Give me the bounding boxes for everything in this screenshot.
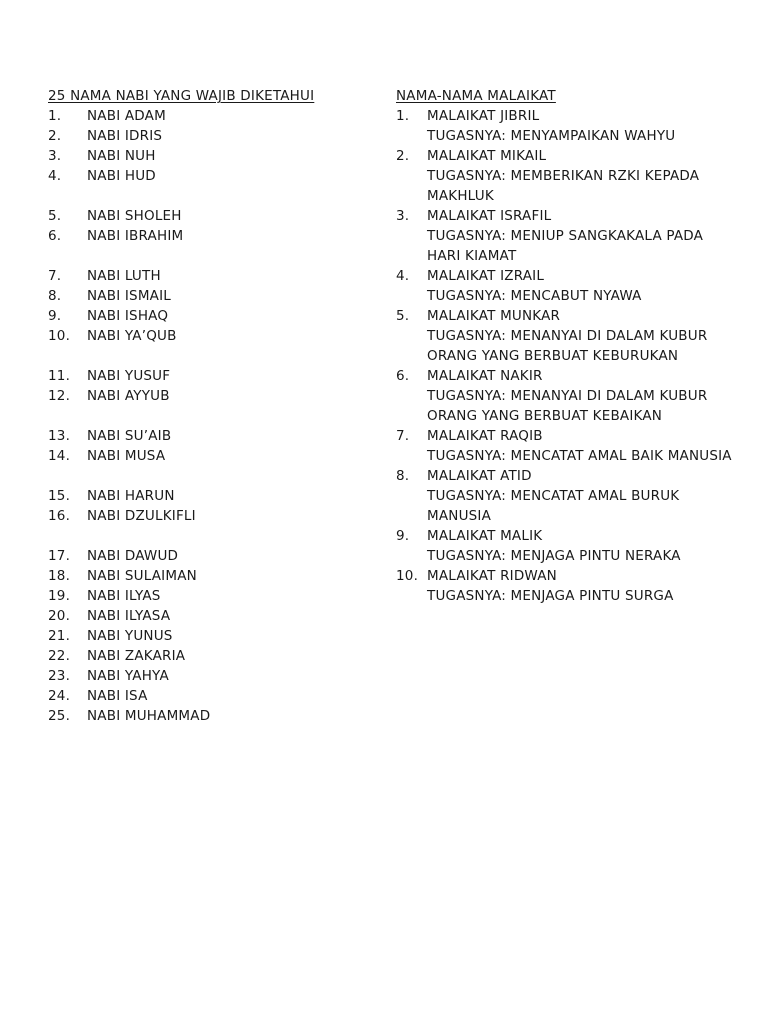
list-item-text: MALAIKAT JIBRIL (427, 108, 540, 124)
list-item (48, 226, 378, 246)
list-item-number: 19. (48, 588, 71, 604)
list-item-number: 8. (396, 468, 410, 484)
list-item-number: 11. (48, 368, 71, 384)
list-item-text: MALAIKAT MALIK (427, 528, 543, 544)
list-item-number: 9. (48, 308, 62, 324)
list-item (48, 446, 378, 466)
list-item-text: MALAIKAT ISRAFIL (427, 208, 552, 224)
list-item (48, 266, 378, 286)
list-item-text: NABI ILYAS (87, 588, 161, 604)
list-item (48, 686, 378, 706)
list-item-number: 6. (48, 228, 62, 244)
list-item-text: NABI ISHAQ (87, 308, 169, 324)
list-item-text: MALAIKAT RIDWAN (427, 568, 557, 584)
list-item (48, 606, 378, 626)
list-item (48, 366, 378, 386)
list-item-number: 5. (48, 208, 62, 224)
list-item (396, 206, 736, 226)
list-item-number: 4. (48, 168, 62, 184)
list-item-number: 18. (48, 568, 71, 584)
list-item-text: NABI ISA (87, 688, 148, 704)
list-item-number: 25. (48, 708, 71, 724)
list-item (48, 506, 378, 526)
list-item-description: TUGASNYA: MENIUP SANGKAKALA PADA HARI KIAMAT (427, 228, 704, 264)
list-item (48, 426, 378, 446)
list-item-text: NABI MUHAMMAD (87, 708, 211, 724)
list-item-text: NABI ISMAIL (87, 288, 172, 304)
list-item-text: NABI NUH (87, 148, 156, 164)
list-item (48, 386, 378, 406)
list-item-text: NABI ILYASA (87, 608, 171, 624)
list-item-number: 8. (48, 288, 62, 304)
list-item-description: TUGASNYA: MENCATAT AMAL BURUK MANUSIA (427, 488, 680, 524)
list-item (48, 646, 378, 666)
list-item-description: TUGASNYA: MENJAGA PINTU NERAKA (427, 548, 681, 564)
list-item-text: MALAIKAT NAKIR (427, 368, 543, 384)
list-item-text: NABI IDRIS (87, 128, 163, 144)
list-item (48, 326, 378, 346)
list-item-number: 1. (396, 108, 410, 124)
list-item-number: 21. (48, 628, 71, 644)
list-item-description: TUGASNYA: MENCATAT AMAL BAIK MANUSIA (427, 448, 732, 464)
nabi-list-section (48, 86, 378, 726)
list-item-description: TUGASNYA: MENYAMPAIKAN WAHYU (427, 128, 676, 144)
list-item-text: NABI IBRAHIM (87, 228, 184, 244)
list-item-text: NABI YA’QUB (87, 328, 177, 344)
list-item-number: 5. (396, 308, 410, 324)
list-item-number: 10. (396, 568, 419, 584)
list-item-number: 24. (48, 688, 71, 704)
list-item-text: NABI DZULKIFLI (87, 508, 196, 524)
list-item-text: MALAIKAT MIKAIL (427, 148, 547, 164)
list-item (48, 666, 378, 686)
list-item (48, 106, 378, 126)
list-item-description: TUGASNYA: MENCABUT NYAWA (427, 288, 642, 304)
list-item-number: 14. (48, 448, 71, 464)
list-item-text: MALAIKAT ATID (427, 468, 532, 484)
list-item (48, 566, 378, 586)
list-item (48, 486, 378, 506)
list-item-number: 16. (48, 508, 71, 524)
list-item-text: NABI SULAIMAN (87, 568, 197, 584)
list-item (48, 306, 378, 326)
list-item-number: 17. (48, 548, 71, 564)
list-item (396, 146, 736, 166)
list-item-description: TUGASNYA: MENANYAI DI DALAM KUBUR ORANG YANG BERBUAT KEBAIKAN (427, 388, 708, 424)
list-item-text: NABI ZAKARIA (87, 648, 186, 664)
list-item (396, 466, 736, 486)
list-item-number: 13. (48, 428, 71, 444)
list-item-description: TUGASNYA: MENANYAI DI DALAM KUBUR ORANG YANG BERBUAT KEBURUKAN (427, 328, 708, 364)
list-item (48, 126, 378, 146)
list-item (48, 286, 378, 306)
list-item-number: 7. (48, 268, 62, 284)
list-item-number: 2. (396, 148, 410, 164)
nabi-list-heading: 25 NAMA NABI YANG WAJIB DIKETAHUI (48, 88, 315, 104)
list-item (48, 626, 378, 646)
list-item (48, 146, 378, 166)
list-item (396, 106, 736, 126)
list-item-number: 20. (48, 608, 71, 624)
list-item-text: MALAIKAT MUNKAR (427, 308, 561, 324)
list-item-number: 3. (396, 208, 410, 224)
list-item-number: 22. (48, 648, 71, 664)
list-item (48, 586, 378, 606)
list-item-number: 15. (48, 488, 71, 504)
list-item (48, 706, 378, 726)
list-item-text: NABI YUSUF (87, 368, 171, 384)
list-item (48, 546, 378, 566)
list-item-text: NABI HARUN (87, 488, 175, 504)
list-item (396, 366, 736, 386)
list-item (48, 206, 378, 226)
list-item-number: 1. (48, 108, 62, 124)
list-item (48, 166, 378, 186)
list-item-text: NABI SHOLEH (87, 208, 182, 224)
list-item-description: TUGASNYA: MENJAGA PINTU SURGA (427, 588, 674, 604)
list-item-text: MALAIKAT RAQIB (427, 428, 543, 444)
list-item-text: NABI YUNUS (87, 628, 173, 644)
list-item (396, 266, 736, 286)
list-item-number: 9. (396, 528, 410, 544)
list-item-number: 10. (48, 328, 71, 344)
list-item-number: 6. (396, 368, 410, 384)
list-item-number: 4. (396, 268, 410, 284)
list-item (396, 306, 736, 326)
list-item-number: 2. (48, 128, 62, 144)
list-item-number: 7. (396, 428, 410, 444)
list-item-text: NABI HUD (87, 168, 156, 184)
list-item-number: 12. (48, 388, 71, 404)
list-item-text: MALAIKAT IZRAIL (427, 268, 545, 284)
list-item-text: NABI LUTH (87, 268, 161, 284)
list-item (396, 526, 736, 546)
list-item (396, 566, 736, 586)
list-item-description: TUGASNYA: MEMBERIKAN RZKI KEPADA MAKHLUK (427, 168, 700, 204)
list-item-text: NABI MUSA (87, 448, 166, 464)
list-item (396, 426, 736, 446)
malaikat-list-section (396, 86, 736, 606)
list-item-number: 3. (48, 148, 62, 164)
list-item-text: NABI SU’AIB (87, 428, 172, 444)
list-item-number: 23. (48, 668, 71, 684)
list-item-text: NABI ADAM (87, 108, 166, 124)
list-item-text: NABI YAHYA (87, 668, 169, 684)
malaikat-list-heading: NAMA-NAMA MALAIKAT (396, 88, 556, 104)
list-item-text: NABI AYYUB (87, 388, 170, 404)
list-item-text: NABI DAWUD (87, 548, 179, 564)
